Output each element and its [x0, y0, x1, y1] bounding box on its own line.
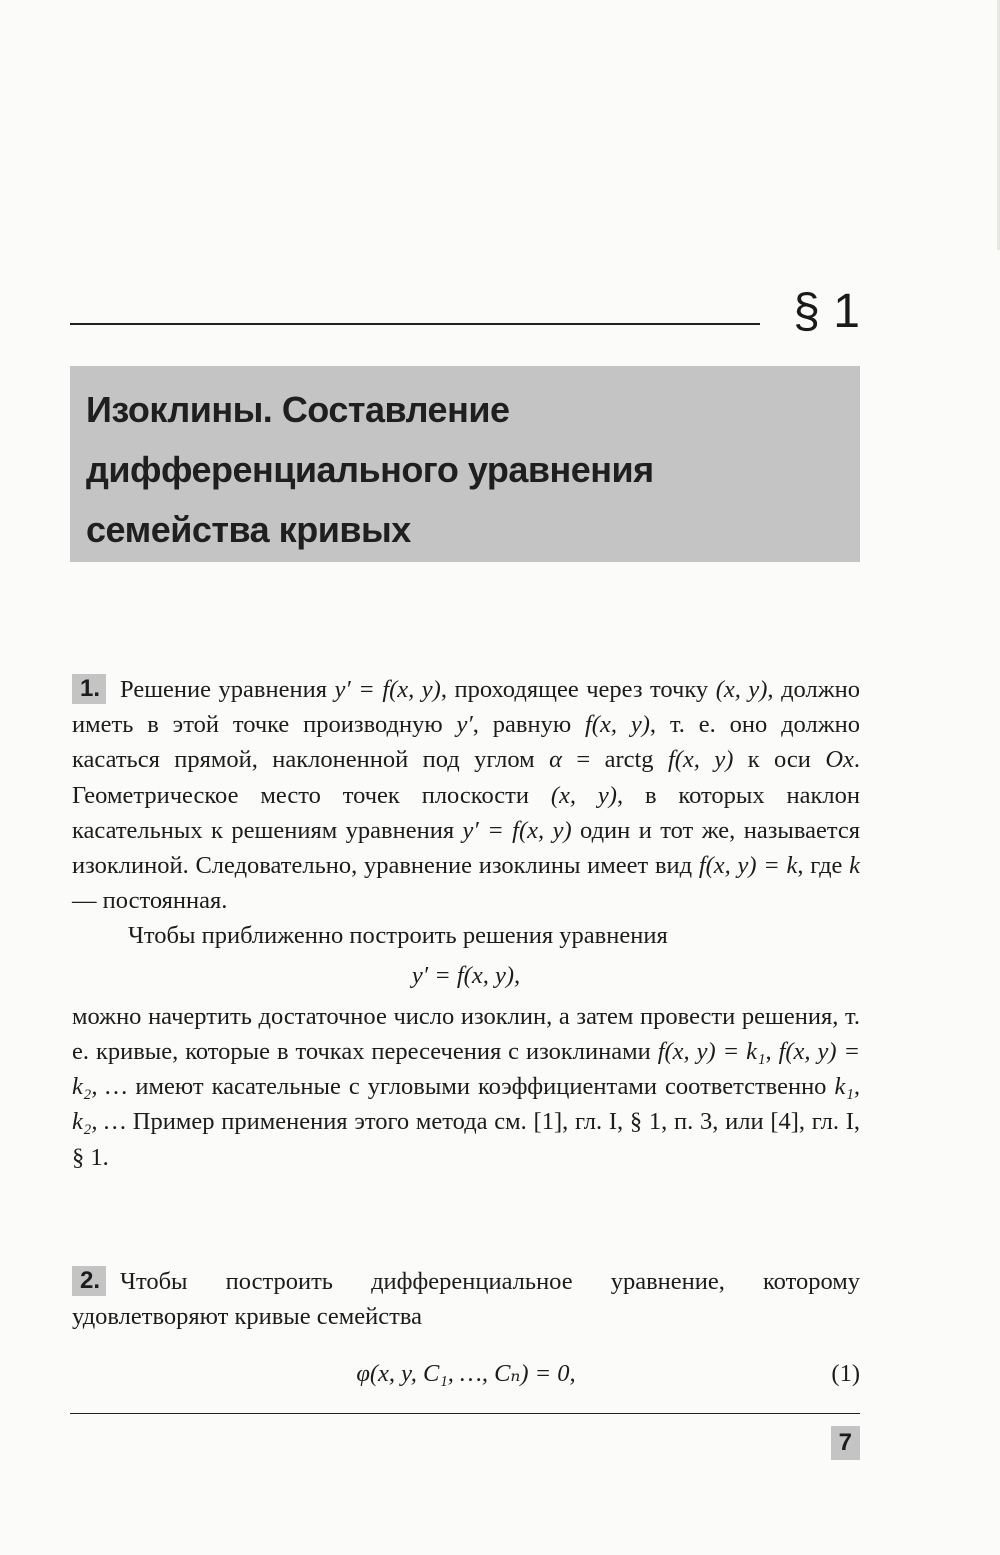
formula: Ox [825, 746, 854, 774]
text: Пример применения этого метода см. [1], гл. I, § 1, п. 3, или [4], гл. I, § 1. [72, 1108, 860, 1171]
text: — постоянная. [72, 887, 228, 915]
equation-1-row [72, 1356, 860, 1392]
item-1 [72, 672, 860, 1175]
text: , где [797, 852, 850, 880]
text: один и тот же, называется изоклиной. Следовательно, уравнение изоклины имеет вид [72, 816, 861, 880]
formula: (x, y) [715, 676, 768, 703]
formula: k [849, 852, 861, 880]
text: = arctg [561, 746, 668, 774]
chapter-title-line: дифференциального уравнения [86, 449, 654, 490]
item-1-paragraph-3 [72, 999, 860, 1175]
text: имеют касательные с угловыми коэффициентами соответственно [127, 1073, 835, 1101]
text: можно начертить достаточное число изоклин, а затем провести решения, т. е. кривые, которые в точках пересечения с изоклинами [72, 1002, 860, 1066]
section-number: § 1 [793, 285, 860, 338]
text: . Геометрическое место точек плоскости [72, 746, 861, 809]
item-number-badge: 2. [72, 1266, 106, 1296]
text: к оси [733, 746, 826, 774]
footer-rule [70, 1413, 860, 1414]
text: , [765, 1038, 779, 1066]
chapter-title [86, 380, 786, 560]
formula: f(x, y) = k₂, … [72, 1038, 860, 1101]
formula: y′ = f(x, y) [334, 676, 441, 703]
text: , равную [472, 711, 585, 739]
formula: α [549, 746, 562, 774]
text: , проходящее через точку [440, 676, 716, 703]
section-rule [70, 323, 760, 325]
formula: y′ [456, 711, 473, 739]
formula: k₁, k₂, … [72, 1073, 860, 1136]
chapter-title-line: Изоклины. Составление [86, 389, 510, 430]
text: , т. е. оно должно касаться прямой, наклоненной под углом [72, 711, 860, 774]
display-equation: y′ = f(x, y), [411, 961, 521, 989]
chapter-title-line: семейства кривых [86, 509, 411, 550]
item-1-paragraph [72, 672, 860, 918]
chapter-title-box [70, 366, 860, 562]
formula: f(x, y) [667, 746, 734, 774]
item-2 [72, 1264, 860, 1334]
section-header [70, 282, 860, 342]
text: Чтобы построить дифференциальное уравнение, которому удовлетворяют кривые семейства [72, 1268, 860, 1331]
item-2-paragraph [72, 1264, 860, 1334]
formula: y′ = f(x, y) [462, 816, 572, 844]
page-number: 7 [831, 1426, 860, 1460]
item-1-paragraph-2: Чтобы приближенно построить решения уравнения [128, 922, 668, 950]
formula: f(x, y) = k₁ [657, 1038, 766, 1066]
equation-number: (1) [831, 1360, 860, 1387]
item-number-badge: 1. [72, 674, 106, 704]
text: , должно иметь в этой точке производную [72, 676, 860, 739]
formula: f(x, y) = k [698, 852, 798, 880]
formula: f(x, y) [585, 711, 650, 739]
text: Решение уравнения [120, 676, 335, 703]
formula: (x, y) [550, 781, 617, 809]
equation-1: φ(x, y, C₁, …, Cₙ) = 0, [356, 1360, 576, 1387]
text: , в которых наклон касательных к решениям уравнения [72, 781, 860, 844]
